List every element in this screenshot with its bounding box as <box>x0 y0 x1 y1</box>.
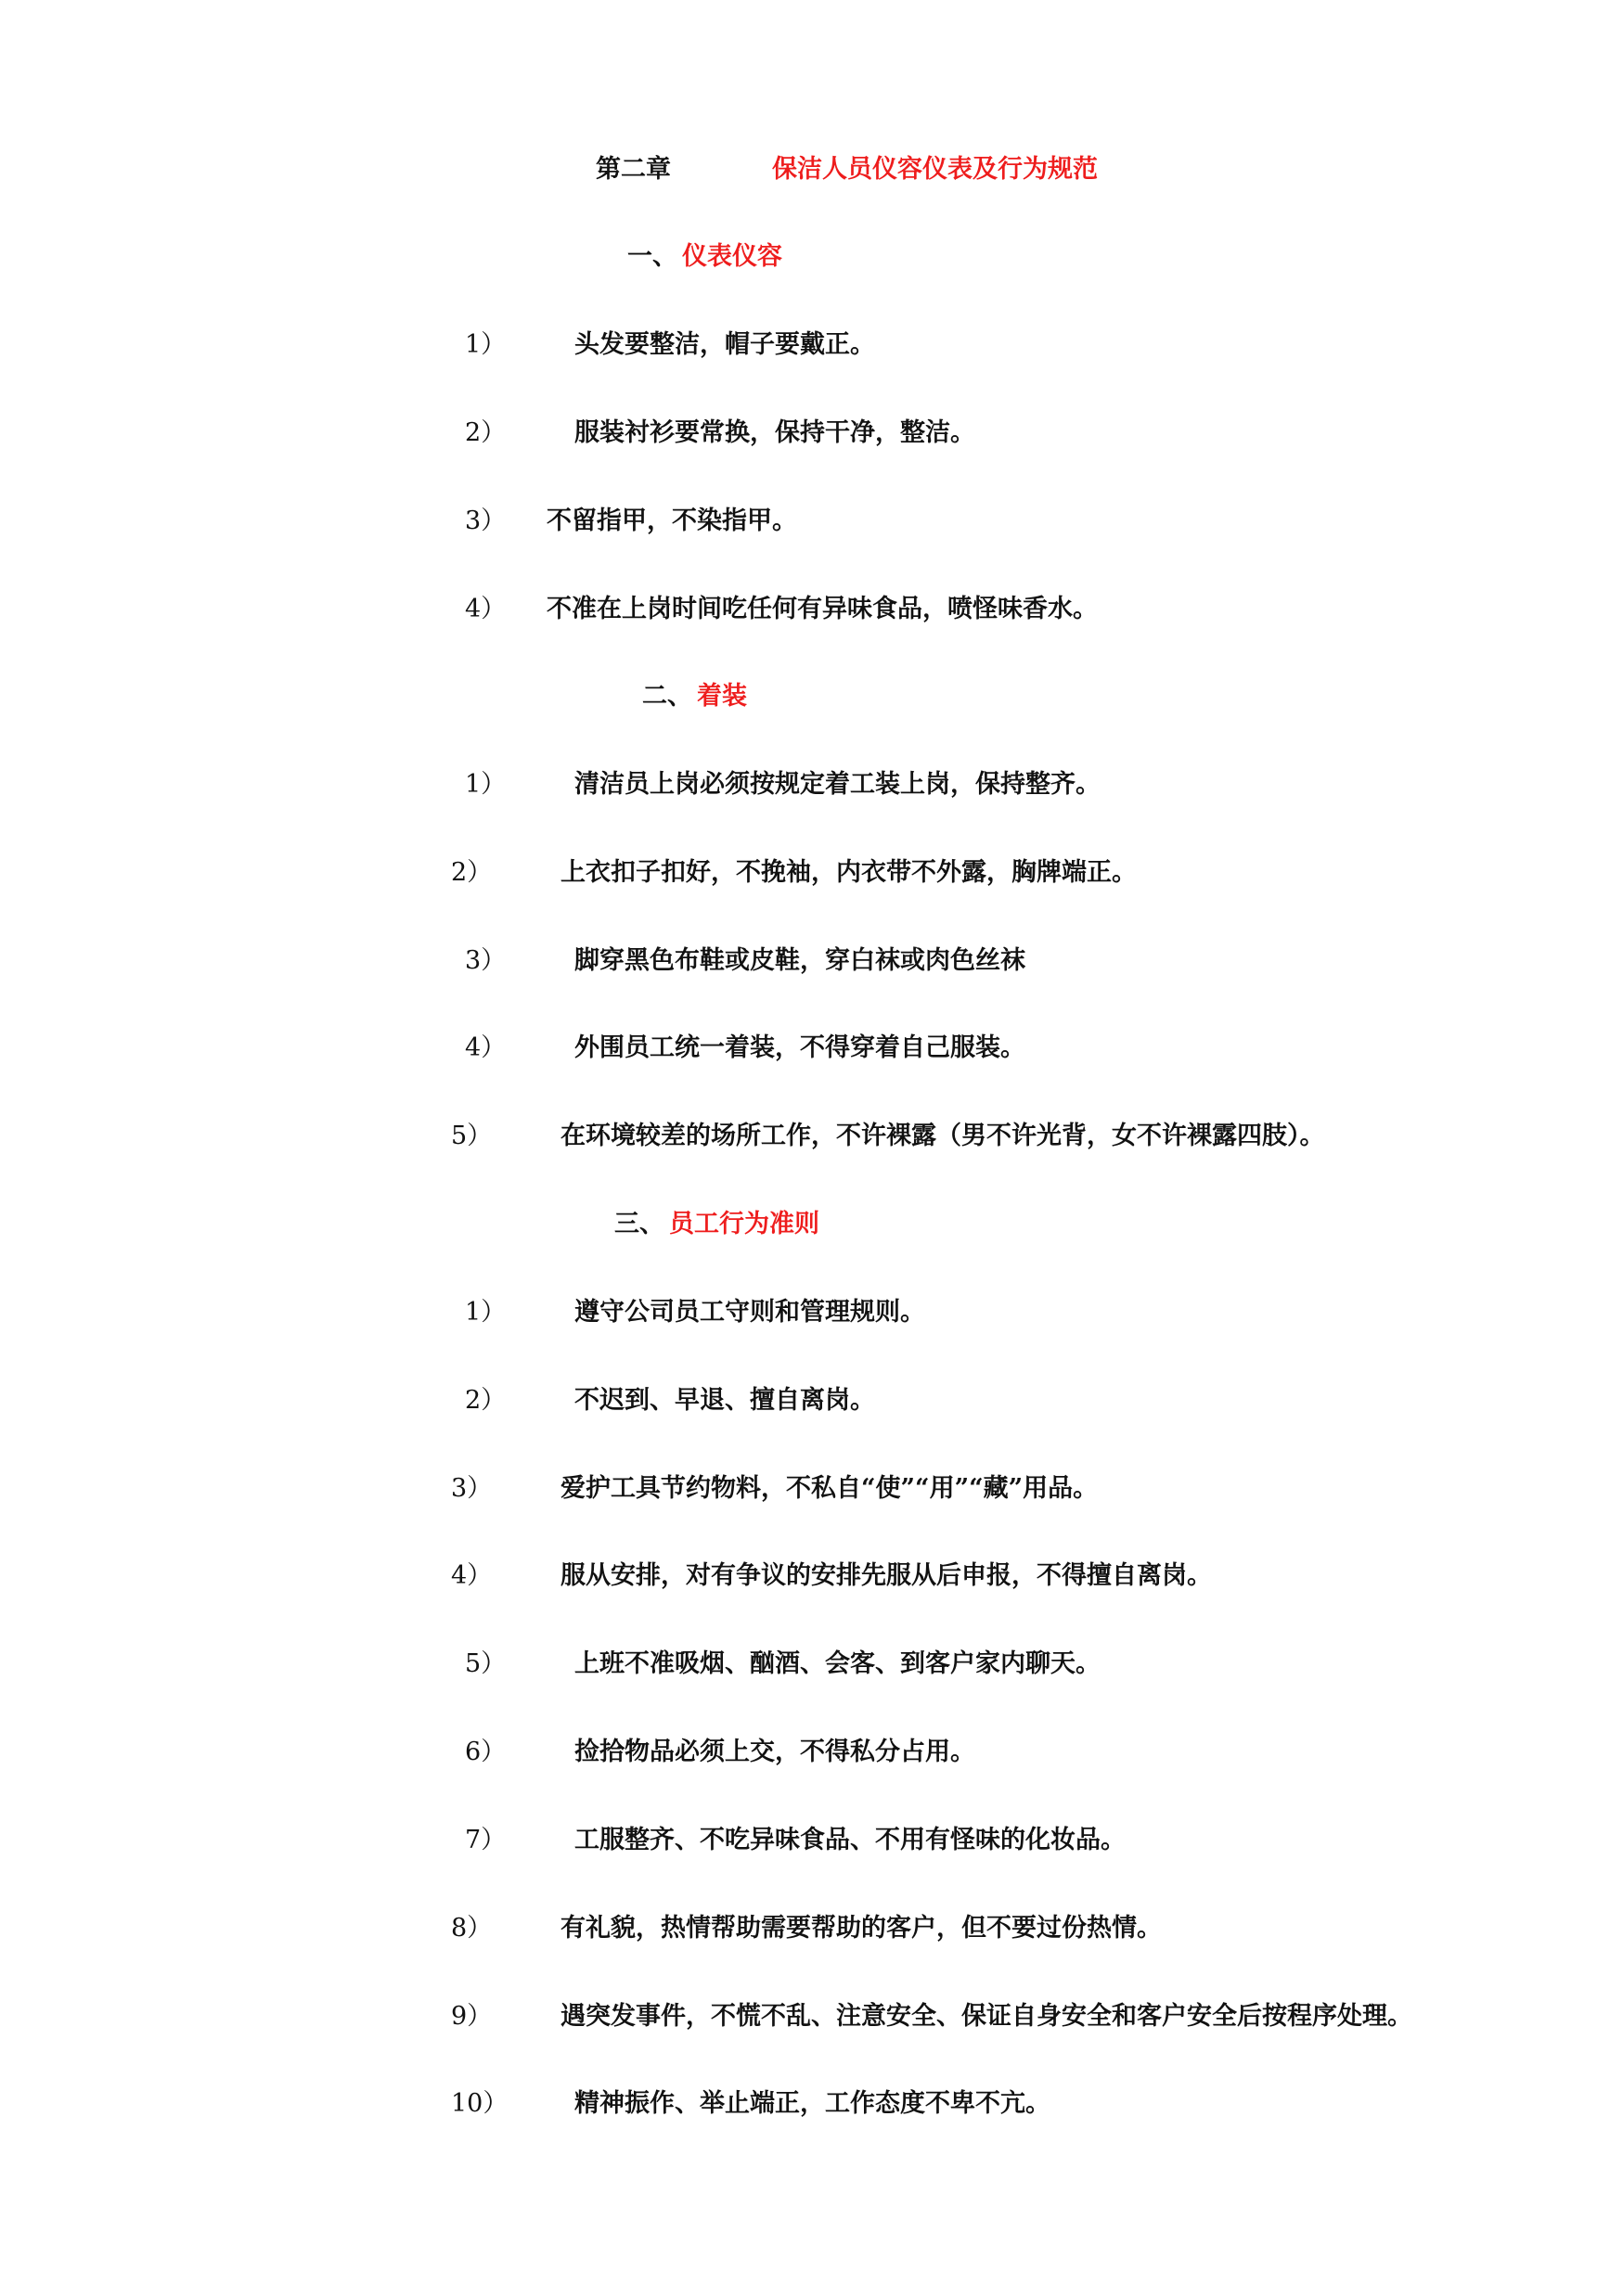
item-number: 5） <box>451 1122 493 1150</box>
item-number: 2） <box>465 418 507 447</box>
section-prefix-3: 三、 <box>614 1210 664 1238</box>
item-number: 2） <box>451 858 493 887</box>
section-prefix-1: 一、 <box>627 242 677 271</box>
item-text: 有礼貌，热情帮助需要帮助的客户，但不要过份热情。 <box>560 1914 1162 1943</box>
section-title-3: 员工行为准则 <box>669 1210 819 1238</box>
item-number: 8） <box>451 1914 493 1943</box>
item-number: 1） <box>465 330 507 359</box>
item-number: 1） <box>465 770 507 799</box>
item-text: 清洁员上岗必须按规定着工装上岗，保持整齐。 <box>574 770 1101 799</box>
chapter-label: 第二章 <box>596 155 671 184</box>
item-text: 遵守公司员工守则和管理规则。 <box>574 1298 925 1327</box>
item-text: 服装衬衫要常换，保持干净，整洁。 <box>574 418 975 447</box>
item-number: 3） <box>465 507 507 535</box>
item-number: 3） <box>465 946 507 975</box>
item-text: 不准在上岗时间吃任何有异味食品，喷怪味香水。 <box>547 595 1098 623</box>
item-number: 6） <box>465 1738 507 1766</box>
item-number: 4） <box>465 595 507 623</box>
item-text: 捡拾物品必须上交，不得私分占用。 <box>574 1738 975 1766</box>
item-text: 爱护工具节约物料，不私自“使”“用”“藏”用品。 <box>560 1474 1099 1503</box>
section-prefix-2: 二、 <box>642 682 692 711</box>
item-text: 上衣扣子扣好，不挽袖，内衣带不外露，胸牌端正。 <box>560 858 1137 887</box>
item-number: 5） <box>465 1649 507 1678</box>
item-text: 精神振作、举止端正，工作态度不卑不亢。 <box>574 2089 1050 2118</box>
item-text: 脚穿黑色布鞋或皮鞋，穿白袜或肉色丝袜 <box>574 946 1025 975</box>
item-number: 4） <box>451 1561 493 1590</box>
item-text: 上班不准吸烟、酗酒、会客、到客户家内聊天。 <box>574 1649 1101 1678</box>
item-number: 3） <box>451 1474 493 1503</box>
item-text: 头发要整洁，帽子要戴正。 <box>574 330 875 359</box>
item-number: 9） <box>451 2002 493 2031</box>
item-text: 在环境较差的场所工作，不许裸露（男不许光背，女不许裸露四肢）。 <box>560 1122 1325 1150</box>
item-text: 外围员工统一着装，不得穿着自己服装。 <box>574 1033 1025 1062</box>
item-text: 服从安排，对有争议的安排先服从后申报，不得擅自离岗。 <box>560 1561 1212 1590</box>
item-text: 工服整齐、不吃异味食品、不用有怪味的化妆品。 <box>574 1826 1126 1854</box>
item-number: 2） <box>465 1386 507 1415</box>
item-number: 1） <box>465 1298 507 1327</box>
chapter-title: 保洁人员仪容仪表及行为规范 <box>772 155 1098 184</box>
item-text: 不迟到、早退、擅自离岗。 <box>574 1386 875 1415</box>
item-number: 7） <box>465 1826 507 1854</box>
section-title-1: 仪表仪容 <box>682 242 782 271</box>
section-title-2: 着装 <box>697 682 747 711</box>
item-number: 10） <box>451 2089 509 2118</box>
item-number: 4） <box>465 1033 507 1062</box>
item-text: 不留指甲，不染指甲。 <box>547 507 797 535</box>
item-text: 遇突发事件，不慌不乱、注意安全、保证自身安全和客户安全后按程序处理。 <box>560 2002 1412 2031</box>
